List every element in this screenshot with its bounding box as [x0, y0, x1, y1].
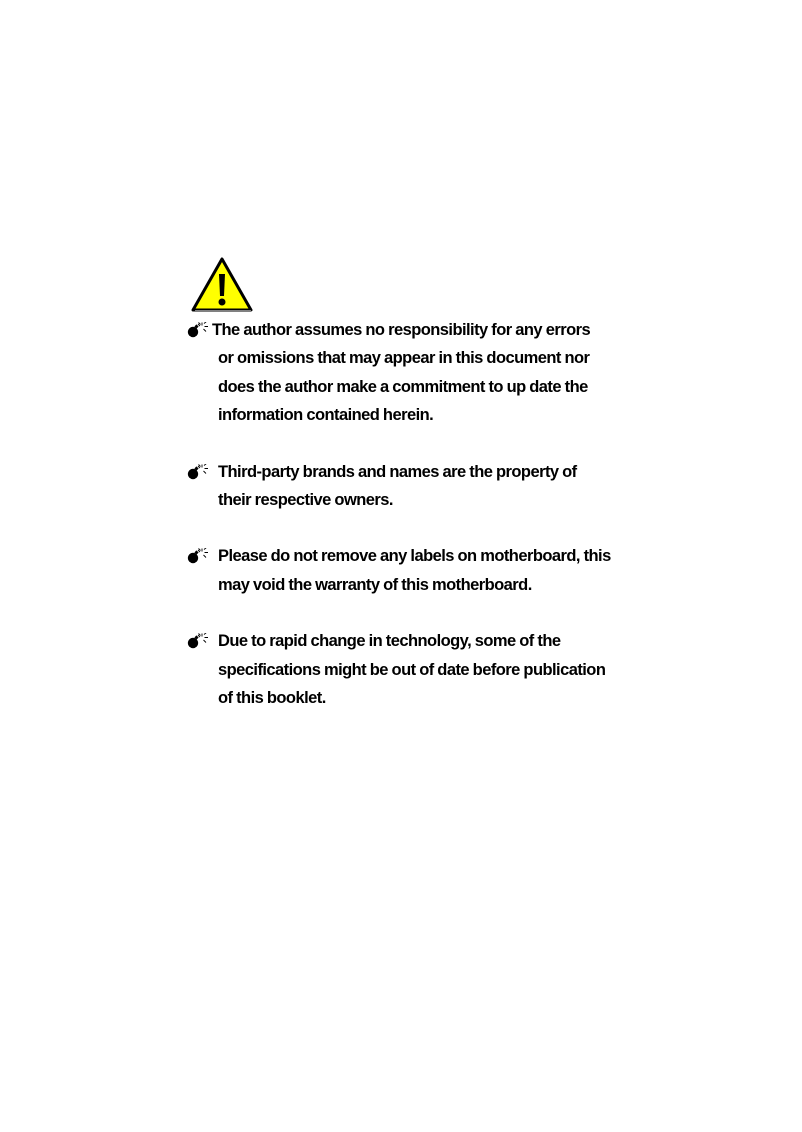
- notice-line: does the author make a commitment to up date the: [218, 377, 588, 396]
- notice-item: [187, 627, 647, 712]
- notice-item: [187, 316, 647, 430]
- bomb-icon: [187, 464, 209, 480]
- bomb-icon: [187, 322, 209, 338]
- notice-line: Please do not remove any labels on motherboard, this: [218, 547, 611, 566]
- notice-line: Due to rapid change in technology, some of the: [218, 632, 561, 651]
- notice-item: [187, 542, 647, 599]
- notice-line: of this booklet.: [218, 689, 326, 708]
- notice-line: information contained herein.: [218, 406, 434, 425]
- bomb-icon: [187, 548, 209, 564]
- notice-line: Third-party brands and names are the property of: [218, 462, 577, 481]
- notice-item: [187, 458, 647, 515]
- notice-line: or omissions that may appear in this document nor: [218, 349, 590, 368]
- notice-line: their respective owners.: [218, 491, 393, 510]
- bomb-icon: [187, 633, 209, 649]
- notice-line: specifications might be out of date before publication: [218, 660, 606, 679]
- warning-triangle-icon: [190, 256, 254, 314]
- notice-line: may void the warranty of this motherboard.: [218, 575, 532, 594]
- notice-line: The author assumes no responsibility for any errors: [212, 321, 591, 339]
- notice-list: [187, 316, 647, 712]
